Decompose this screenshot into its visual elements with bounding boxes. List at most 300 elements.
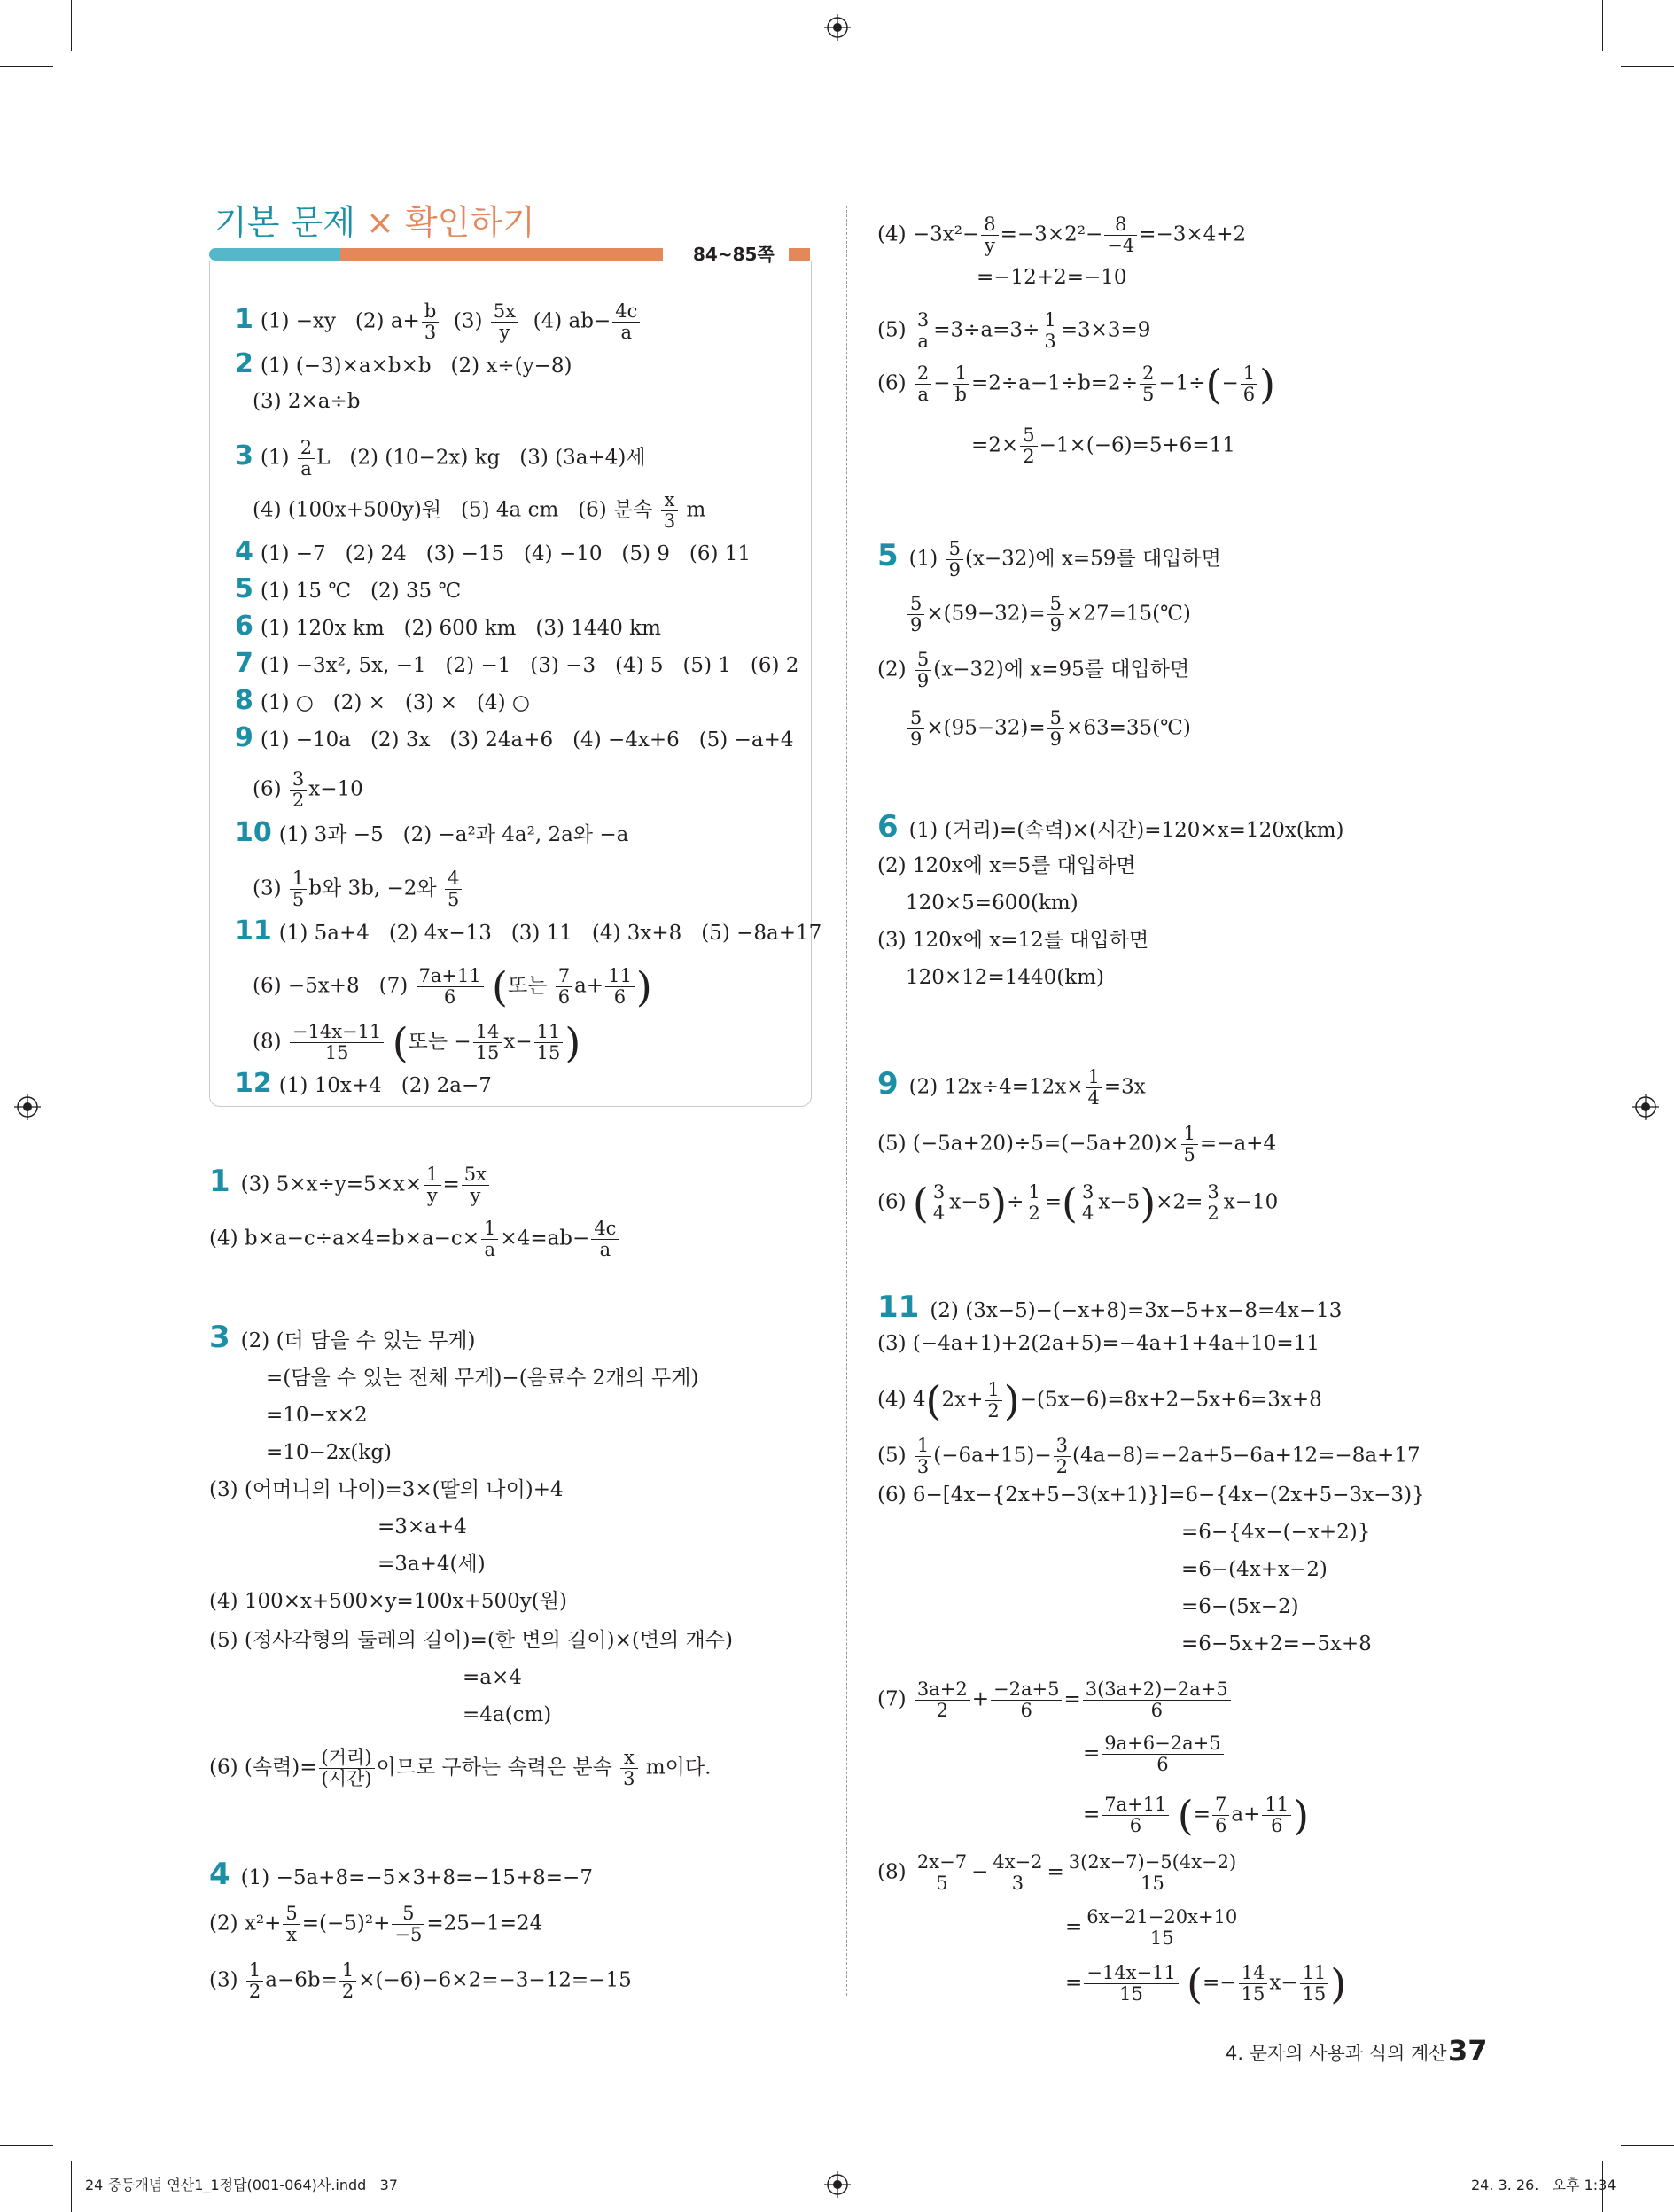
left-line <box>209 1164 491 1206</box>
problem-number: 9 <box>877 1065 899 1102</box>
large-bracket: ( <box>1187 1959 1203 2008</box>
page-number: 37 <box>1448 2034 1488 2068</box>
denominator: 9 <box>948 559 961 580</box>
fraction <box>1239 1963 1268 2005</box>
numerator: 1 <box>1041 310 1058 331</box>
text-segment: (2) (3x−5)−(−x+8)=3x−5+x−8=4x−13 <box>930 1299 1343 1322</box>
fraction <box>1066 1852 1239 1894</box>
fraction <box>298 438 315 479</box>
denominator: 5 <box>292 889 305 910</box>
fraction <box>1084 1963 1178 2005</box>
denominator: a <box>300 458 312 479</box>
numerator: 4c <box>591 1219 619 1240</box>
numerator: 1 <box>1025 1182 1042 1203</box>
left-line <box>209 1960 632 2002</box>
right-line <box>877 1679 1233 1721</box>
text-segment: + <box>971 1687 990 1711</box>
fraction <box>319 1748 375 1789</box>
denominator: 15 <box>536 1042 561 1063</box>
text-segment: (1) −10a (2) 3x (3) 24a+6 (4) −4x+6 (5) −a+4 <box>260 728 794 752</box>
denominator: 9 <box>910 728 923 750</box>
right-line <box>877 310 1150 352</box>
fraction <box>990 1852 1045 1894</box>
right-line <box>877 1436 1421 1477</box>
left-line <box>209 1904 542 1945</box>
text-segment: x−10 <box>1223 1190 1279 1214</box>
numerator: 4 <box>445 868 462 890</box>
text-segment: (6) −5x+8 (7) <box>253 974 415 998</box>
left-line <box>209 1219 620 1260</box>
text-segment <box>1171 1803 1177 1826</box>
timestamp: 24. 3. 26. 오후 1:34 <box>1471 2177 1616 2193</box>
text-segment: (8) <box>877 1860 913 1884</box>
numerator: 4x−2 <box>990 1852 1045 1873</box>
denominator: 6 <box>1215 1815 1227 1836</box>
denominator: 4 <box>1087 1087 1100 1109</box>
problem-number: 11 <box>877 1289 920 1325</box>
text-segment: L (2) (10−2x) kg (3) (3a+4)세 <box>316 446 646 470</box>
box-line <box>253 490 705 532</box>
title-part1: 기본 문제 <box>214 203 355 242</box>
fraction <box>445 868 462 910</box>
text-segment: =6−(5x−2) <box>1181 1595 1299 1618</box>
registration-mark-icon <box>824 2171 851 2198</box>
large-bracket: ( <box>912 1179 929 1227</box>
text-segment: −1×(−6)=5+6=11 <box>1039 433 1235 457</box>
fraction <box>1041 310 1058 352</box>
fraction <box>915 1436 931 1477</box>
registration-mark-icon <box>1632 1094 1659 1120</box>
numerator: 1 <box>985 1380 1001 1401</box>
numerator: 2 <box>1140 363 1156 385</box>
text-segment: =− <box>1203 1971 1237 1995</box>
title-cross: × <box>366 203 394 242</box>
text-segment: − <box>971 1860 989 1884</box>
denominator: 15 <box>324 1042 349 1063</box>
denominator: 3 <box>1044 331 1056 352</box>
numerator: 5 <box>392 1904 424 1925</box>
problem-number: 10 <box>235 817 272 848</box>
text-segment: (4a−8)=−2a+5−6a+12=−8a+17 <box>1072 1444 1421 1468</box>
numerator: 14 <box>473 1022 502 1043</box>
text-segment: (6) <box>877 1190 913 1214</box>
text-segment: ÷ <box>1007 1190 1024 1214</box>
text-segment: (4) 4 <box>877 1388 926 1412</box>
problem-number: 2 <box>235 348 253 379</box>
numerator: 2 <box>298 438 315 459</box>
text-segment: 또는 − <box>408 1030 471 1054</box>
box-line <box>253 769 363 811</box>
right-line <box>877 1067 1146 1109</box>
problem-number: 6 <box>877 809 899 845</box>
problem-number: 3 <box>209 1320 230 1355</box>
text-segment: (4) (100x+500y)원 (5) 4a cm (6) 분속 <box>253 498 659 522</box>
numerator: 5x <box>491 301 518 323</box>
text-segment: (1) −5a+8=−5×3+8=−15+8=−7 <box>240 1866 593 1889</box>
box-line <box>253 868 463 910</box>
denominator: 3 <box>623 1768 635 1789</box>
text-segment: =4a(cm) <box>463 1703 552 1726</box>
fraction <box>534 1022 564 1063</box>
numerator: 7a+11 <box>417 966 484 987</box>
right-line <box>906 964 1104 991</box>
text-segment: = <box>1044 1190 1062 1214</box>
numerator: −14x−11 <box>1084 1963 1178 1984</box>
text-segment: (3) <box>440 309 489 333</box>
right-line <box>1065 1959 1347 2008</box>
text-segment: (x−32)에 x=95를 대입하면 <box>933 658 1190 682</box>
text-segment: (1) (거리)=(속력)×(시간)=120×x=120x(km) <box>908 819 1344 842</box>
fraction <box>1262 1795 1291 1836</box>
right-line <box>877 927 1148 954</box>
text-segment: =3x <box>1103 1075 1146 1099</box>
fraction <box>985 1380 1001 1421</box>
text-segment: (1) 5a+4 (2) 4x−13 (3) 11 (4) 3x+8 (5) −8a+17 <box>278 922 822 945</box>
right-line <box>877 360 1276 409</box>
numerator: 2 <box>915 363 931 385</box>
left-line <box>209 1857 593 1892</box>
numerator: 11 <box>1262 1795 1291 1816</box>
denominator: a <box>917 384 929 405</box>
fraction <box>1204 1182 1221 1224</box>
numerator: 3 <box>930 1182 947 1203</box>
text-segment: (3) <box>209 1968 245 1992</box>
numerator: 7a+11 <box>1102 1795 1169 1816</box>
numerator: 3 <box>1079 1182 1096 1203</box>
fraction <box>424 1164 440 1206</box>
denominator: 2 <box>341 1981 354 2002</box>
problem-number: 4 <box>209 1857 230 1892</box>
large-bracket: ) <box>1003 1376 1020 1425</box>
box-line <box>235 348 572 379</box>
denominator: 15 <box>1141 1873 1164 1894</box>
denominator: 4 <box>932 1203 946 1224</box>
fraction <box>1086 1067 1102 1109</box>
text-segment: (5) (−5a+20)÷5=(−5a+20)× <box>877 1132 1180 1156</box>
text-segment: (1) (−3)×a×b×b (2) x÷(y−8) <box>260 354 572 378</box>
numerator: 1 <box>290 868 307 890</box>
text-segment: (2) 120x에 x=5를 대입하면 <box>877 854 1136 877</box>
fraction <box>620 1748 637 1789</box>
box-line <box>235 438 646 479</box>
numerator: 5 <box>946 539 963 560</box>
text-segment: (4) −3x²− <box>877 222 980 246</box>
text-segment: (1) <box>260 446 296 470</box>
fraction <box>915 650 931 691</box>
text-segment: m이다. <box>639 1756 712 1780</box>
text-segment: =25−1=24 <box>426 1912 543 1936</box>
fraction <box>915 1679 970 1721</box>
denominator: 9 <box>1049 728 1063 750</box>
text-segment: (1) <box>908 547 945 571</box>
text-segment: =2÷a−1÷b=2÷ <box>971 371 1138 395</box>
text-segment: (1) 120x km (2) 600 km (3) 1440 km <box>260 617 661 640</box>
fraction <box>339 1960 356 2002</box>
header-bar-teal <box>209 248 340 261</box>
fraction <box>915 1852 969 1894</box>
denominator: 6 <box>1020 1700 1032 1721</box>
text-segment: 120×5=600(km) <box>906 892 1078 915</box>
numerator: 2x−7 <box>915 1852 969 1873</box>
fraction <box>907 594 924 635</box>
text-segment: =6−5x+2=−5x+8 <box>1181 1632 1372 1655</box>
fraction <box>1181 1124 1198 1165</box>
text-segment <box>385 1031 392 1054</box>
text-segment: = <box>1063 1687 1081 1711</box>
right-line <box>906 708 1191 750</box>
text-segment: = <box>1065 1971 1083 1995</box>
box-line <box>235 573 462 604</box>
text-segment: = <box>1047 1860 1064 1884</box>
text-segment: = <box>1193 1803 1211 1826</box>
fraction <box>1084 1907 1240 1949</box>
denominator: 9 <box>1049 614 1063 635</box>
text-segment: (8) <box>253 1030 288 1054</box>
right-line <box>1181 1631 1372 1657</box>
fraction <box>1047 708 1064 750</box>
fraction <box>473 1022 502 1063</box>
denominator: a <box>599 1239 611 1260</box>
numerator: 3(3a+2)−2a+5 <box>1083 1679 1231 1701</box>
box-line <box>235 613 661 642</box>
text-segment: x−5 <box>949 1190 992 1214</box>
problem-number: 12 <box>235 1068 272 1099</box>
page-range: 84~85쪽 <box>693 244 775 265</box>
text-segment: =2× <box>971 433 1019 457</box>
fraction <box>1079 1182 1096 1224</box>
fraction <box>290 769 307 811</box>
text-segment: (x−32)에 x=59를 대입하면 <box>964 547 1221 571</box>
fraction <box>1300 1963 1329 2005</box>
large-bracket: ) <box>1293 1791 1310 1840</box>
numerator: 1 <box>246 1960 263 1982</box>
text-segment: =3×a+4 <box>378 1515 467 1538</box>
right-line <box>877 214 1246 256</box>
text-segment: (3) (어머니의 나이)=3×(딸의 나이)+4 <box>209 1478 564 1501</box>
left-line <box>266 1365 698 1391</box>
numerator: 5 <box>283 1904 300 1925</box>
text-segment: 또는 <box>507 974 554 998</box>
text-segment <box>1180 1972 1187 1995</box>
right-line <box>971 425 1235 467</box>
fraction <box>1241 363 1257 405</box>
text-segment: −(5x−6)=8x+2−5x+6=3x+8 <box>1019 1388 1322 1412</box>
denominator: 6 <box>557 986 571 1008</box>
fraction <box>612 301 640 343</box>
fraction <box>556 966 572 1008</box>
text-segment: (3) 2×a÷b <box>253 390 361 413</box>
large-bracket: ) <box>1259 360 1276 409</box>
right-line <box>977 264 1127 291</box>
numerator: 3 <box>915 310 931 331</box>
right-line <box>877 1179 1279 1227</box>
numerator: x <box>620 1748 637 1769</box>
numerator: 7 <box>1212 1795 1229 1816</box>
text-segment: 이므로 구하는 속력은 분속 <box>376 1756 619 1780</box>
text-segment: (6) <box>253 777 288 801</box>
text-segment: (2) <box>877 658 913 682</box>
numerator: 5 <box>1020 425 1037 447</box>
text-segment: ×4=ab− <box>500 1227 590 1250</box>
denominator: 5 <box>447 889 460 910</box>
numerator: 6x−21−20x+10 <box>1084 1907 1240 1928</box>
denominator: x <box>286 1924 297 1945</box>
fraction <box>1102 1733 1223 1775</box>
numerator: 9a+6−2a+5 <box>1102 1733 1223 1755</box>
box-line <box>235 1068 492 1099</box>
denominator: 2 <box>1207 1203 1219 1224</box>
denominator: 6 <box>1271 1815 1283 1836</box>
fraction <box>1212 1795 1229 1836</box>
text-segment: =10−x×2 <box>266 1404 368 1427</box>
problem-number: 8 <box>235 685 253 716</box>
text-segment: =10−2x(kg) <box>266 1441 393 1464</box>
right-line <box>1083 1791 1310 1840</box>
text-segment: =6−(4x+x−2) <box>1181 1558 1328 1581</box>
text-segment: x− <box>1269 1971 1298 1995</box>
box-line <box>235 685 530 716</box>
fraction <box>290 1022 384 1063</box>
fraction <box>1104 214 1137 256</box>
numerator: 11 <box>1300 1963 1329 1984</box>
text-segment: (4) b×a−c÷a×4=b×a−c× <box>209 1227 480 1250</box>
text-segment: (6) <box>877 371 913 395</box>
fraction <box>946 539 963 580</box>
fraction <box>981 214 998 256</box>
box-line <box>235 536 751 567</box>
large-bracket: ( <box>925 1376 942 1425</box>
text-segment: (1) ○ (2) × (3) × (4) ○ <box>260 691 530 714</box>
left-line <box>209 1320 476 1355</box>
problem-number: 1 <box>235 303 253 335</box>
chapter-label: 4. 문자의 사용과 식의 계산 <box>1226 2043 1447 2064</box>
large-bracket: ( <box>1062 1179 1078 1227</box>
fraction <box>605 966 635 1008</box>
fraction <box>930 1182 947 1224</box>
numerator: 1 <box>424 1164 440 1186</box>
text-segment: (3) (−4a+1)+2(2a+5)=−4a+1+4a+10=11 <box>877 1332 1320 1355</box>
large-bracket: ) <box>991 1179 1008 1227</box>
text-segment: (3) <box>253 876 288 900</box>
text-segment: =3÷a=3÷ <box>933 318 1040 342</box>
fraction <box>491 301 518 343</box>
problem-number: 5 <box>235 573 253 604</box>
fraction <box>417 966 484 1008</box>
right-line <box>877 1376 1322 1425</box>
fraction <box>915 310 931 352</box>
text-segment: (4) 100×x+500×y=100x+500y(원) <box>209 1590 567 1613</box>
text-segment: =(담을 수 있는 전체 무게)−(음료수 2개의 무게) <box>266 1367 699 1390</box>
denominator: 15 <box>475 1042 500 1063</box>
text-segment: ×(−6)−6×2=−3−12=−15 <box>358 1968 632 1992</box>
fraction <box>1083 1679 1231 1721</box>
text-segment: ×(59−32)= <box>926 602 1046 626</box>
left-line <box>209 1748 711 1789</box>
denominator: a <box>484 1239 495 1260</box>
problem-number: 3 <box>235 440 253 471</box>
text-segment: (7) <box>877 1687 913 1711</box>
numerator: 1 <box>1181 1124 1198 1145</box>
denominator: 5 <box>1183 1144 1195 1165</box>
left-line <box>209 1627 733 1654</box>
numerator: (거리) <box>319 1748 375 1769</box>
fraction <box>1140 363 1156 405</box>
right-line <box>877 1124 1276 1165</box>
text-segment: − <box>1221 371 1239 395</box>
fraction <box>1047 594 1064 635</box>
text-segment: (5) <box>877 1444 913 1468</box>
left-line <box>209 1588 567 1615</box>
text-segment: (1) 10x+4 (2) 2a−7 <box>278 1074 492 1097</box>
text-segment: = <box>1083 1803 1101 1826</box>
left-line <box>266 1439 392 1466</box>
left-line <box>463 1664 522 1691</box>
text-segment: =3a+4(세) <box>378 1553 486 1576</box>
header-bar-orange <box>340 248 663 261</box>
text-segment <box>486 975 492 998</box>
denominator: 6 <box>1129 1815 1142 1836</box>
numerator: 4c <box>612 301 640 323</box>
denominator: 2 <box>1028 1203 1040 1224</box>
denominator: 9 <box>916 670 930 691</box>
denominator: 15 <box>1241 1983 1265 2005</box>
text-segment: (6) 6−[4x−{2x+5−3(x+1)}]=6−{4x−(2x+5−3x−3)} <box>877 1484 1425 1507</box>
problem-number: 11 <box>235 915 272 946</box>
text-segment: (5) (정사각형의 둘레의 길이)=(한 변의 길이)×(변의 개수) <box>209 1629 733 1652</box>
large-bracket: ( <box>492 962 508 1011</box>
denominator: 15 <box>1302 1983 1327 2005</box>
text-segment: (2) x²+ <box>209 1912 282 1936</box>
section-title <box>214 202 535 243</box>
text-segment: (2) (더 담을 수 있는 무게) <box>240 1329 476 1352</box>
numerator: 8 <box>1104 214 1137 236</box>
numerator: 1 <box>1241 363 1257 385</box>
numerator: 5 <box>907 594 924 615</box>
denominator: 3 <box>916 1456 930 1477</box>
problem-number: 6 <box>235 611 253 642</box>
header-bar-tab <box>789 248 810 261</box>
right-line <box>906 890 1078 916</box>
text-segment: ×63=35(℃) <box>1066 716 1191 740</box>
text-segment: − <box>933 371 951 395</box>
right-line <box>877 1852 1241 1894</box>
text-segment: (1) 15 ℃ (2) 35 ℃ <box>260 580 462 603</box>
denominator: 9 <box>910 614 923 635</box>
denominator: 5 <box>1141 384 1155 405</box>
text-segment: =3×3=9 <box>1060 318 1151 342</box>
fraction <box>907 708 924 750</box>
fraction <box>246 1960 263 2002</box>
denominator: a <box>620 322 633 343</box>
numerator: 5 <box>1047 708 1064 729</box>
box-line <box>253 388 361 415</box>
registration-mark-icon <box>14 1094 41 1120</box>
numerator: 3a+2 <box>915 1679 970 1701</box>
text-segment: a+ <box>574 974 604 998</box>
box-line <box>235 301 642 343</box>
numerator: 3 <box>290 769 307 791</box>
box-line <box>235 817 629 848</box>
numerator: 1 <box>1086 1067 1102 1088</box>
text-segment: =−3×4+2 <box>1139 222 1247 246</box>
text-segment: x−10 <box>308 777 363 801</box>
text-segment: (5) <box>877 318 913 342</box>
denominator: y <box>426 1185 438 1206</box>
text-segment: (1) −7 (2) 24 (3) −15 (4) −10 (5) 9 (6) 11 <box>260 542 751 565</box>
fraction <box>290 868 307 910</box>
numerator: 3 <box>1204 1182 1221 1203</box>
numerator: 1 <box>915 1436 931 1457</box>
